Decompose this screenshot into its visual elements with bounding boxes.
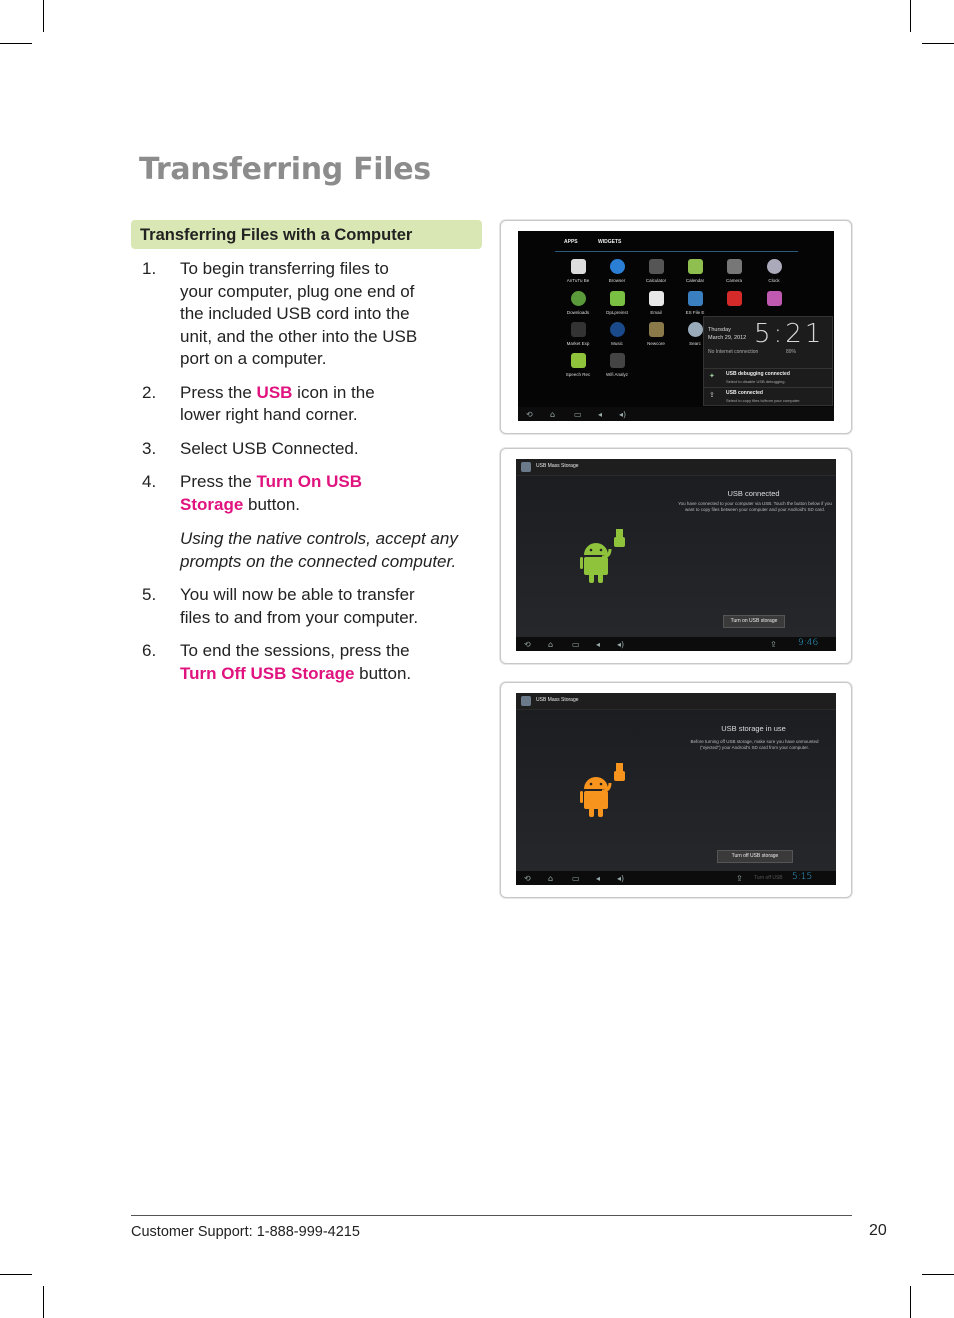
step-text: To end the sessions, press the <box>180 641 410 660</box>
notification-clock: 5:21 <box>754 319 825 349</box>
step-2 <box>142 382 472 427</box>
app-icon: Calendar <box>679 259 711 283</box>
app-icon: Searc <box>679 322 711 346</box>
turn-on-usb-highlight: Turn On USB Storage <box>180 472 362 514</box>
status-clock: 5:15 <box>792 872 813 882</box>
step-text: icon in the lower right hand corner. <box>180 382 375 424</box>
section-heading-text: Transferring Files with a Computer <box>140 226 413 244</box>
usb-status-title: USB connected <box>727 489 780 498</box>
step-5 <box>142 584 472 629</box>
notification-day: Thursday <box>708 327 731 333</box>
app-icon <box>718 291 750 306</box>
step-text: button. <box>243 494 301 514</box>
screenshot-frame-3 <box>500 682 852 898</box>
usb-status-icon[interactable]: ⇪ <box>770 640 777 649</box>
step-text: You will now be able to transfer files to and from your computer. <box>180 585 419 627</box>
home-icon[interactable]: ⌂ <box>548 640 554 649</box>
notif-title: USB connected <box>726 390 763 396</box>
crop-mark <box>43 1286 44 1318</box>
crop-mark <box>0 43 32 44</box>
app-icon: DpLpreinst <box>601 291 633 315</box>
app-icon: Calculator <box>640 259 672 283</box>
turn-off-usb-storage-button[interactable]: Turn off USB storage <box>717 850 793 863</box>
usb-storage-icon <box>521 462 531 472</box>
nav-bar <box>516 871 836 885</box>
battery-level: 89% <box>786 349 797 355</box>
android-usb-icon <box>580 761 628 819</box>
tablet-screen-usb-connected <box>516 459 836 651</box>
android-usb-icon <box>580 527 628 585</box>
header-title: USB Mass Storage <box>536 697 579 703</box>
volume-up-icon[interactable]: ◂) <box>619 410 627 419</box>
step-number: 4. <box>142 472 157 491</box>
app-tabs <box>555 237 798 252</box>
app-icon: Newcore <box>640 322 672 346</box>
back-icon[interactable]: ⟲ <box>524 640 531 649</box>
step-number: 2. <box>142 382 157 402</box>
usb-status-title: USB storage in use <box>721 724 786 733</box>
usb-status-icon[interactable]: ⇪ <box>736 874 743 883</box>
back-icon[interactable]: ⟲ <box>524 874 531 883</box>
status-text: Turn off USB <box>754 875 783 881</box>
usb-icon: ⇪ <box>709 392 715 399</box>
step-1 <box>142 258 472 371</box>
notification-usb-connected[interactable] <box>704 387 832 406</box>
app-icon: Browser <box>601 259 633 283</box>
step-number: 5. <box>142 585 157 604</box>
turn-on-usb-storage-button[interactable]: Turn on USB storage <box>723 615 785 628</box>
step-text: Select USB Connected. <box>180 438 359 458</box>
step-6 <box>142 640 472 685</box>
step-text: To begin transferring files to your computer, plug one end of the included USB cord into the unit, and the other into the USB port on a computer. <box>180 259 418 368</box>
header-title: USB Mass Storage <box>536 463 579 469</box>
usb-debug-icon: ✦ <box>709 373 715 380</box>
page-number: 20 <box>869 1222 887 1239</box>
tablet-screen-apps <box>518 231 834 421</box>
screenshot-frame-1 <box>500 220 852 434</box>
app-icon: Downloads <box>562 291 594 315</box>
step-4 <box>142 471 472 573</box>
back-icon[interactable]: ⟲ <box>526 410 533 419</box>
notif-sub: Select to copy files to/from your computer. <box>726 398 801 403</box>
nav-bar <box>518 407 834 421</box>
volume-down-icon[interactable]: ◂ <box>598 410 603 419</box>
page-title: Transferring Files <box>139 152 431 187</box>
step-text: Press the <box>180 382 257 402</box>
step-note: Using the native controls, accept any prompts on the connected computer. <box>180 529 458 571</box>
app-icon <box>758 291 790 306</box>
customer-support: Customer Support: 1-888-999-4215 <box>131 1224 360 1240</box>
home-icon[interactable]: ⌂ <box>550 410 556 419</box>
crop-mark <box>922 43 954 44</box>
app-icon: Speech Rec <box>562 353 594 377</box>
app-icon: ES File E <box>679 291 711 315</box>
volume-down-icon[interactable]: ◂ <box>596 640 601 649</box>
turn-off-usb-highlight: Turn Off USB Storage <box>180 663 355 683</box>
volume-up-icon[interactable]: ◂) <box>617 640 625 649</box>
usb-status-description: Before turning off USB storage, make sure you have unmounted ("ejected") your Android's SD card from your computer. <box>690 739 819 750</box>
step-number: 6. <box>142 641 157 660</box>
notification-date: March 29, 2012 <box>708 335 747 341</box>
notif-sub: Select to disable USB debugging. <box>726 379 786 384</box>
volume-down-icon[interactable]: ◂ <box>596 874 601 883</box>
recent-apps-icon[interactable]: ▭ <box>572 874 580 883</box>
step-3 <box>142 438 472 461</box>
status-clock: 9:46 <box>798 638 819 648</box>
app-icon: Camera <box>718 259 750 283</box>
recent-apps-icon[interactable]: ▭ <box>574 410 582 419</box>
crop-mark <box>922 1274 954 1275</box>
tablet-screen-usb-in-use <box>516 693 836 885</box>
app-header <box>516 693 836 710</box>
section-heading <box>131 220 482 249</box>
usb-status-description: You have connected to your computer via USB. Touch the button below if you want to copy files between your computer and your Android's SD card. <box>678 501 832 512</box>
notif-title: USB debugging connected <box>726 371 790 377</box>
step-text: button. <box>354 663 412 683</box>
notification-usb-debugging[interactable] <box>704 368 832 387</box>
app-icon: Market Exp <box>562 322 594 346</box>
steps-list <box>142 258 472 696</box>
usb-storage-icon <box>521 696 531 706</box>
footer-rule <box>131 1215 852 1216</box>
connection-status: No Internet connection <box>708 349 759 355</box>
usb-highlight: USB <box>256 382 293 402</box>
recent-apps-icon[interactable]: ▭ <box>572 640 580 649</box>
app-header <box>516 459 836 476</box>
volume-up-icon[interactable]: ◂) <box>617 874 625 883</box>
app-icon: AnTuTu Be <box>562 259 594 283</box>
step-number: 1. <box>142 259 157 278</box>
app-icon: Email <box>640 291 672 315</box>
tab-widgets: WIDGETS <box>598 239 622 245</box>
notification-panel <box>703 316 833 406</box>
home-icon[interactable]: ⌂ <box>548 874 554 883</box>
tab-apps: APPS <box>564 239 578 245</box>
crop-mark <box>910 0 911 32</box>
screenshot-frame-2 <box>500 448 852 664</box>
crop-mark <box>910 1286 911 1318</box>
app-icon: Clock <box>758 259 790 283</box>
nav-bar <box>516 637 836 651</box>
app-icon: Wifi Analyz <box>601 353 633 377</box>
step-text: Press the <box>180 472 257 491</box>
crop-mark <box>0 1274 32 1275</box>
step-number: 3. <box>142 438 157 458</box>
app-icon: Music <box>601 322 633 346</box>
crop-mark <box>43 0 44 32</box>
